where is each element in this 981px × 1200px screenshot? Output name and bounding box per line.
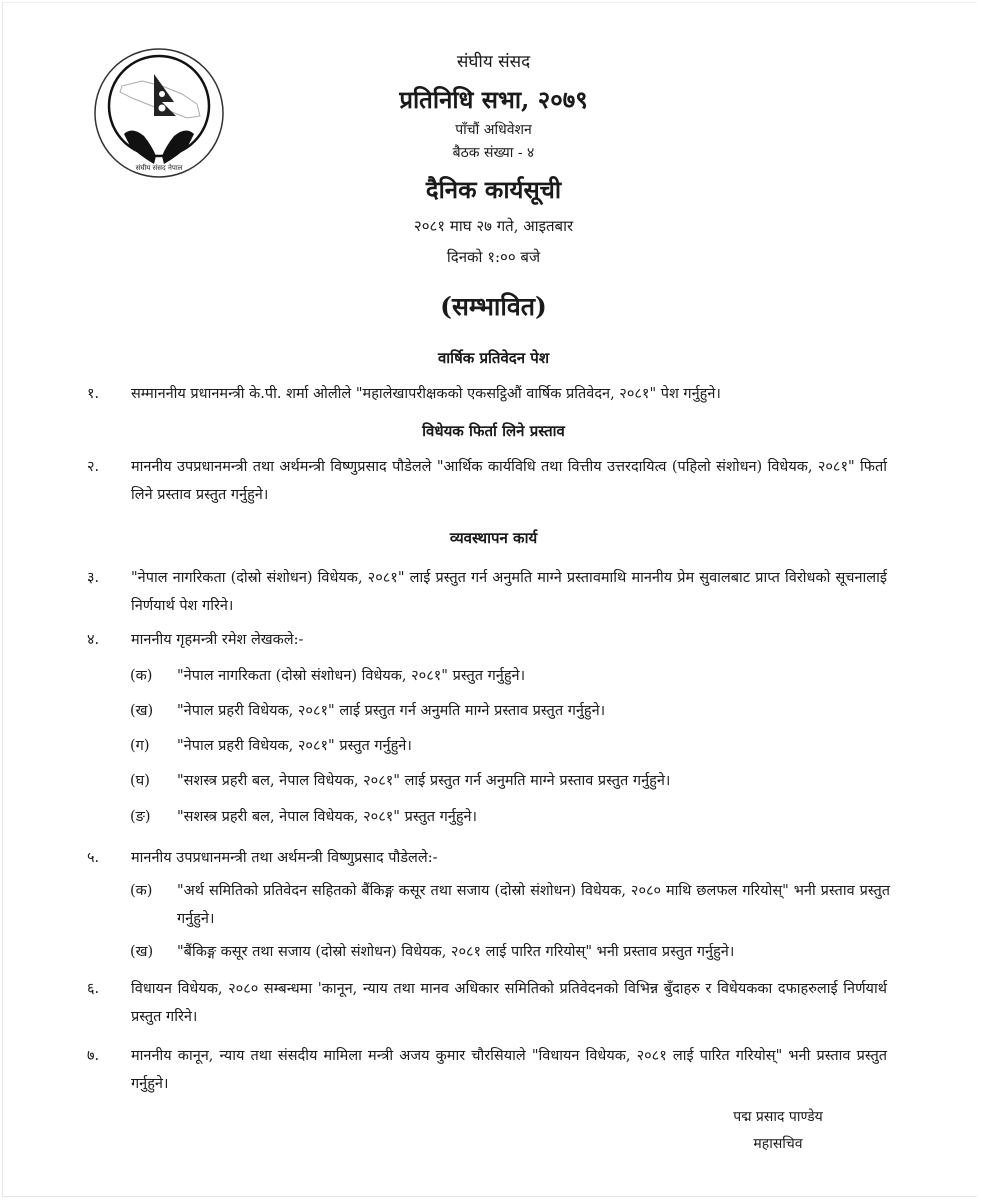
item-number: ३. [87, 570, 100, 586]
emblem-text: संघीय संसद नेपाल [135, 164, 183, 172]
signatory-title: महासचिव [753, 1136, 803, 1152]
subitem-number: (ङ) [130, 809, 151, 825]
session-label: पाँचौं अधिवेशन [455, 122, 532, 138]
item-number: २. [87, 459, 100, 475]
item-text: विधायन विधेयक, २०८० सम्बन्धमा 'कानून, न्याय तथा मानव अधिकार समितिको प्रतिवेदनको विभिन्न बुँदाहरु र विधेयकका दफाहरुलाई निर्णयार्थ प्रस्तुत गरिने। [131, 981, 887, 1025]
subitem-text: "सशस्त्र प्रहरी बल, नेपाल विधेयक, २०८१" प्रस्तुत गर्नुहुने। [177, 809, 478, 825]
subitem-text: "नेपाल प्रहरी विधेयक, २०८१" लाई प्रस्तुत गर्न अनुमति माग्ने प्रस्ताव प्रस्तुत गर्नुहुने। [177, 703, 606, 719]
subitem-number: (क) [130, 668, 153, 684]
item-text: "नेपाल नागरिकता (दोस्रो संशोधन) विधेयक, २०८१" लाई प्रस्तुत गर्न अनुमति माग्ने प्रस्तावमाथि माननीय प्रेम सुवालबाट प्राप्त विरोधको सूचनालाई निर्णयार्थ पेश गरिने। [131, 570, 887, 614]
item-number: ४. [87, 632, 100, 648]
subitem-text: "अर्थ समितिको प्रतिवेदन सहितको बैंकिङ्ग कसूर तथा सजाय (दोस्रो संशोधन) विधेयक, २०८० माथि छलफल गरियोस्" भनी प्रस्ताव प्रस्तुत गर्नुहुने। [177, 883, 890, 927]
item-text: माननीय गृहमन्त्री रमेश लेखकले:- [131, 632, 304, 648]
item-number: ५. [87, 850, 100, 866]
subitem-text: "नेपाल प्रहरी विधेयक, २०८१" प्रस्तुत गर्नुहुने। [177, 738, 412, 754]
sitting-number: बैठक संख्या - ४ [452, 145, 535, 161]
item-number: ७. [87, 1048, 100, 1064]
item-text: सम्माननीय प्रधानमन्त्री के.पी. शर्मा ओलीले "महालेखापरीक्षकको एकसट्ठिऔं वार्षिक प्रतिवेदन, २०८१" पेश गर्नुहुने। [131, 386, 721, 402]
page-title: दैनिक कार्यसूची [425, 175, 562, 204]
section-heading-legislative-business: व्यवस्थापन कार्य [449, 529, 538, 547]
subitem-text: "नेपाल नागरिकता (दोस्रो संशोधन) विधेयक, २०८१" प्रस्तुत गर्नुहुने। [177, 668, 526, 684]
subitem-text: "बैंकिङ्ग कसूर तथा सजाय (दोस्रो संशोधन) विधेयक, २०८१ लाई पारित गरियोस्" भनी प्रस्ताव प्रस्तुत गर्नुहुने। [177, 944, 735, 960]
item-number: ६. [87, 981, 100, 997]
item-number: १. [87, 386, 100, 402]
subitem-text: "सशस्त्र प्रहरी बल, नेपाल विधेयक, २०८१" लाई प्रस्तुत गर्न अनुमति माग्ने प्रस्ताव प्रस्तुत गर्नुहुने। [177, 773, 671, 789]
signatory-name: पद्म प्रसाद पाण्डेय [733, 1109, 823, 1125]
subitem-number: (ग) [130, 738, 150, 754]
item-text: माननीय उपप्रधानमन्त्री तथा अर्थमन्त्री विष्णुप्रसाद पौडेलले:- [131, 850, 438, 866]
status-label: (सम्भावित) [440, 292, 547, 321]
document-page [2, 2, 977, 1197]
subitem-number: (घ) [130, 773, 150, 789]
section-heading-bill-withdrawal: विधेयक फिर्ता लिने प्रस्ताव [422, 422, 565, 440]
subitem-number: (ख) [130, 944, 154, 960]
org-name: संघीय संसद [456, 52, 531, 72]
section-heading-annual-report: वार्षिक प्रतिवेदन पेश [437, 349, 550, 367]
subitem-number: (क) [130, 883, 153, 899]
meeting-date: २०८१ माघ २७ गते, आइतबार [413, 217, 574, 235]
item-text: माननीय उपप्रधानमन्त्री तथा अर्थमन्त्री विष्णुप्रसाद पौडेलले "आर्थिक कार्यविधि तथा वित्तीय उत्तरदायित्व (पहिलो संशोधन) विधेयक, २०८१" फिर्ता लिने प्रस्ताव प्रस्तुत गर्नुहुने। [131, 459, 887, 503]
house-name: प्रतिनिधि सभा, २०७९ [399, 85, 588, 114]
item-text: माननीय कानून, न्याय तथा संसदीय मामिला मन्त्री अजय कुमार चौरसियाले "विधायन विधेयक, २०८१ लाई पारित गरियोस्" भनी प्रस्ताव प्रस्तुत गर्नुहुने। [131, 1048, 887, 1092]
subitem-number: (ख) [130, 703, 154, 719]
meeting-time: दिनको १:०० बजे [446, 248, 541, 266]
